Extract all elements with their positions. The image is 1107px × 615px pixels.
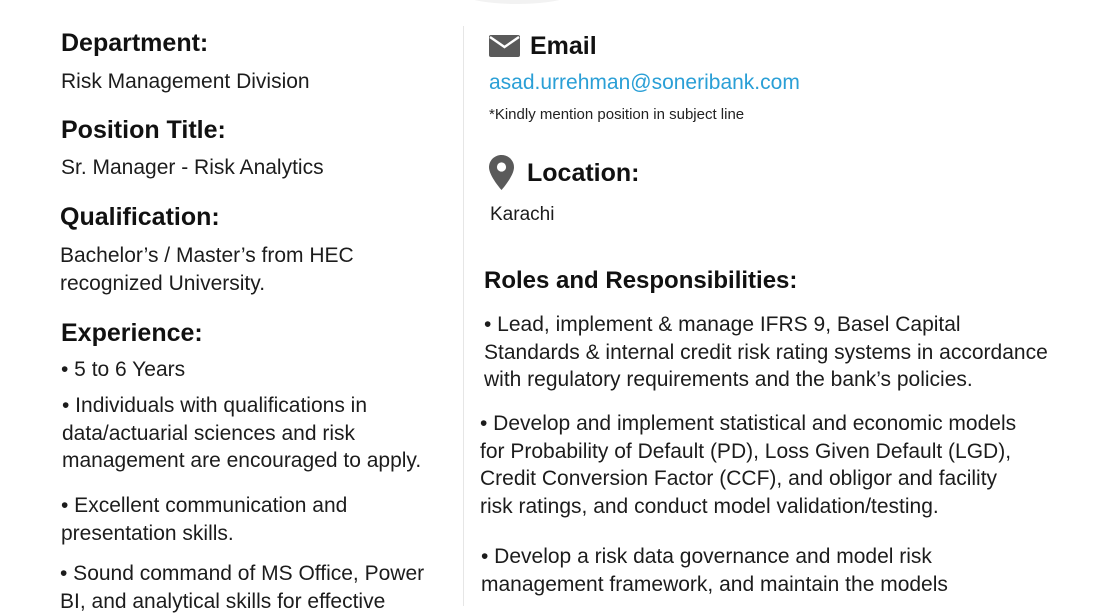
roles-line: • Lead, implement & manage IFRS 9, Basel Capital [484, 311, 1048, 339]
qualification-heading: Qualification: [60, 203, 220, 232]
map-pin-icon [489, 155, 514, 190]
roles-bullet [484, 311, 1048, 394]
roles-line: Credit Conversion Factor (CCF), and obligor and facility [480, 465, 1016, 493]
roles-line: • Develop a risk data governance and model risk [481, 543, 948, 571]
roles-heading: Roles and Responsibilities: [484, 267, 797, 295]
experience-line: presentation skills. [61, 520, 347, 548]
experience-line: • Individuals with qualifications in [62, 392, 421, 420]
location-value: Karachi [490, 201, 554, 229]
experience-line: • Sound command of MS Office, Power [60, 560, 424, 588]
column-divider [463, 26, 464, 606]
location-heading: Location: [527, 159, 640, 188]
experience-bullet [60, 560, 424, 615]
experience-line: • Excellent communication and [61, 492, 347, 520]
roles-line: with regulatory requirements and the bank’s policies. [484, 366, 1048, 394]
position-title-heading: Position Title: [61, 116, 226, 145]
email-heading: Email [530, 32, 597, 61]
experience-bullet [61, 492, 347, 547]
qualification-value [60, 242, 354, 297]
email-address-link[interactable]: asad.urrehman@soneribank.com [489, 71, 800, 95]
experience-bullet [61, 356, 185, 384]
experience-line: management are encouraged to apply. [62, 447, 421, 475]
roles-bullet [481, 543, 948, 598]
roles-bullet [480, 410, 1016, 520]
roles-line: Standards & internal credit risk rating systems in accordance [484, 339, 1048, 367]
qualification-line: Bachelor’s / Master’s from HEC [60, 242, 354, 270]
experience-line: BI, and analytical skills for effective [60, 588, 424, 615]
roles-line: for Probability of Default (PD), Loss Given Default (LGD), [480, 438, 1016, 466]
roles-line: management framework, and maintain the models [481, 571, 948, 599]
roles-line: • Develop and implement statistical and economic models [480, 410, 1016, 438]
roles-line: risk ratings, and conduct model validation/testing. [480, 493, 1016, 521]
envelope-icon [489, 35, 520, 57]
experience-line: • 5 to 6 Years [61, 356, 185, 384]
email-note: *Kindly mention position in subject line [489, 106, 744, 123]
experience-heading: Experience: [61, 319, 203, 348]
top-decoration [462, 0, 572, 4]
department-heading: Department: [61, 29, 208, 58]
experience-bullet [62, 392, 421, 475]
department-value: Risk Management Division [61, 68, 310, 96]
experience-line: data/actuarial sciences and risk [62, 420, 421, 448]
qualification-line: recognized University. [60, 270, 354, 298]
position-title-value: Sr. Manager - Risk Analytics [61, 154, 324, 182]
